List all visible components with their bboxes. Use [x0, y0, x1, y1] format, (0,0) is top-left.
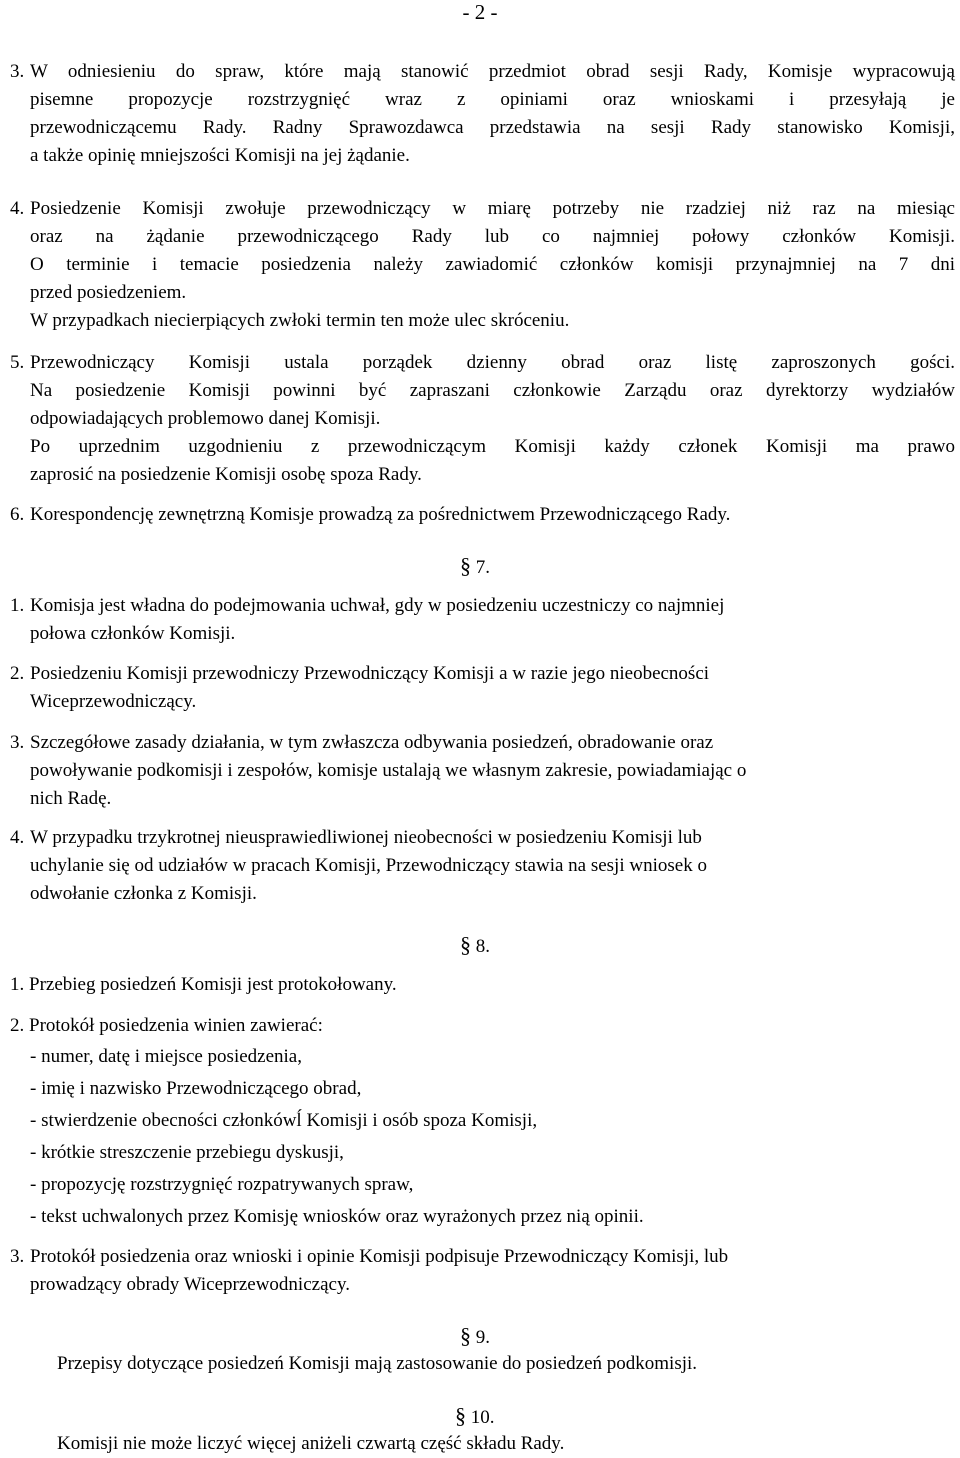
- item-number: 1.: [10, 595, 25, 616]
- text-line: przewodniczącemu Rady. Radny Sprawozdawca przedstawia na sesji Rady stanowisko Komisji,: [30, 117, 955, 138]
- item-number: 3.: [10, 61, 25, 82]
- paragraph-4: [10, 195, 955, 335]
- item-number: 2.: [10, 663, 25, 684]
- section-symbol: §: [460, 553, 471, 578]
- text-line: Wiceprzewodniczący.: [30, 691, 197, 712]
- text-line: W przypadkach niecierpiących zwłoki termin ten może ulec skróceniu.: [30, 310, 570, 331]
- text-line: O terminie i temacie posiedzenia należy zawiadomić członków komisji przynajmniej na 7 dni: [30, 254, 955, 275]
- text-line: Na posiedzenie Komisji powinni być zapraszani członkowie Zarządu oraz dyrektorzy wydziałów: [30, 380, 955, 401]
- list-item: - tekst uchwalonych przez Komisję wniosków oraz wyrażonych przez nią opinii.: [30, 1206, 644, 1227]
- text-line: nich Radę.: [30, 788, 112, 809]
- protocol-list: [30, 1043, 644, 1231]
- item-number: 4.: [10, 198, 25, 219]
- section-7-item-1: [10, 592, 955, 648]
- item-number: 3.: [10, 732, 25, 753]
- section-8-heading: [460, 931, 490, 961]
- text-line: Posiedzenie Komisji zwołuje przewodniczący w miarę potrzeby nie rzadziej niż raz na miesiąc: [30, 198, 955, 219]
- paragraph-3: [10, 58, 955, 170]
- text-line: Po uprzednim uzgodnieniu z przewodniczącym Komisji każdy członek Komisji ma prawo: [30, 436, 955, 457]
- text-line: Protokół posiedzenia oraz wnioski i opinie Komisji podpisuje Przewodniczący Komisji, lub: [30, 1246, 729, 1267]
- list-item: - imię i nazwisko Przewodniczącego obrad,: [30, 1078, 362, 1099]
- section-symbol: §: [460, 932, 471, 957]
- section-8-item-2: 2. Protokół posiedzenia winien zawierać:: [10, 1015, 323, 1036]
- text-line: przed posiedzeniem.: [30, 282, 187, 303]
- text-line: Przewodniczący Komisji ustala porządek dzienny obrad oraz listę zaproszonych gości.: [30, 352, 955, 373]
- section-number: 8.: [475, 936, 490, 957]
- section-symbol: §: [460, 1323, 471, 1348]
- text-line: Komisja jest władna do podejmowania uchwał, gdy w posiedzeniu uczestniczy co najmniej: [30, 595, 725, 616]
- text-line: W odniesieniu do spraw, które mają stanowić przedmiot obrad sesji Rady, Komisje wypracowują: [30, 61, 955, 82]
- item-number: 6.: [10, 504, 25, 525]
- section-7-item-4: [10, 824, 955, 908]
- text-line: powoływanie podkomisji i zespołów, komisje ustalają we własnym zakresie, powiadamiając o: [30, 760, 747, 781]
- list-item: - krótkie streszczenie przebiegu dyskusji,: [30, 1142, 344, 1163]
- list-item: - stwierdzenie obecności członkówĺ Komisji i osób spoza Komisji,: [30, 1110, 538, 1131]
- section-7-item-2: [10, 660, 955, 716]
- section-8-item-1: 1. Przebieg posiedzeń Komisji jest protokołowany.: [10, 974, 397, 995]
- text-line: W przypadku trzykrotnej nieusprawiedliwionej nieobecności w posiedzeniu Komisji lub: [30, 827, 702, 848]
- paragraph-5: [10, 349, 955, 489]
- text-line: Szczegółowe zasady działania, w tym zwłaszcza odbywania posiedzeń, obradowanie oraz: [30, 732, 714, 753]
- text-line: a także opinię mniejszości Komisji na jej żądanie.: [30, 145, 410, 166]
- section-10-text: Komisji nie może liczyć więcej aniżeli czwartą część składu Rady.: [57, 1433, 565, 1454]
- list-item: - propozycję rozstrzygnięć rozpatrywanych spraw,: [30, 1174, 414, 1195]
- text-line: Posiedzeniu Komisji przewodniczy Przewodniczący Komisji a w razie jego nieobecności: [30, 663, 710, 684]
- section-7-item-3: [10, 729, 955, 813]
- item-number: 5.: [10, 352, 25, 373]
- text-line: połowa członków Komisji.: [30, 623, 236, 644]
- text-line: odwołanie członka z Komisji.: [30, 883, 257, 904]
- section-8-item-3: [10, 1243, 955, 1299]
- text-line: oraz na żądanie przewodniczącego Rady lub co najmniej połowy członków Komisji.: [30, 226, 955, 247]
- section-symbol: §: [455, 1403, 466, 1428]
- page-number: - 2 -: [462, 0, 498, 24]
- section-9-heading: [460, 1322, 490, 1352]
- text-line: odpowiadających problemowo danej Komisji.: [30, 408, 381, 429]
- item-number: 3.: [10, 1246, 25, 1267]
- text-line: prowadzący obrady Wiceprzewodniczący.: [30, 1274, 350, 1295]
- text-line: Korespondencję zewnętrzną Komisje prowadzą za pośrednictwem Przewodniczącego Rady.: [30, 504, 731, 525]
- text-line: pisemne propozycje rozstrzygnięć wraz z opiniami oraz wnioskami i przesyłają je: [30, 89, 955, 110]
- text-line: zaprosić na posiedzenie Komisji osobę spoza Rady.: [30, 464, 422, 485]
- paragraph-6: [10, 501, 955, 529]
- section-7-heading: [460, 552, 490, 582]
- section-10-heading: [455, 1402, 495, 1432]
- section-number: 10.: [470, 1407, 495, 1428]
- text-line: uchylanie się od udziałów w pracach Komisji, Przewodniczący stawia na sesji wniosek o: [30, 855, 707, 876]
- item-number: 4.: [10, 827, 25, 848]
- section-9-text: Przepisy dotyczące posiedzeń Komisji mają zastosowanie do posiedzeń podkomisji.: [57, 1353, 698, 1374]
- list-item: - numer, datę i miejsce posiedzenia,: [30, 1046, 302, 1067]
- section-number: 7.: [475, 557, 490, 578]
- section-number: 9.: [475, 1327, 490, 1348]
